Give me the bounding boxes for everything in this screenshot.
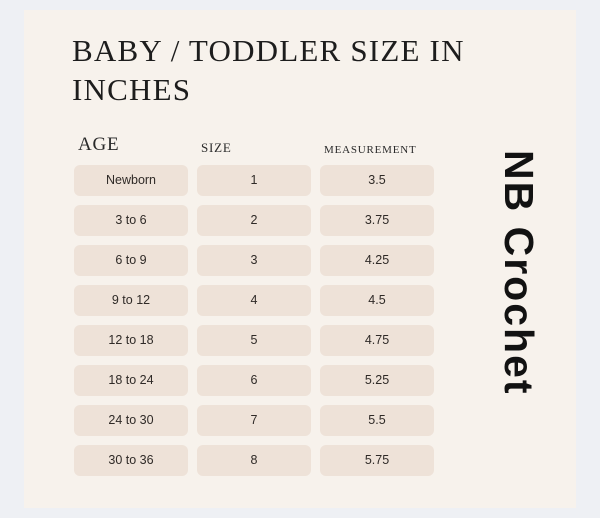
cell-size: 2 bbox=[197, 205, 311, 236]
cell-measurement: 3.5 bbox=[320, 165, 434, 196]
table-row bbox=[74, 245, 434, 276]
cell-measurement: 3.75 bbox=[320, 205, 434, 236]
table-row bbox=[74, 445, 434, 476]
cell-measurement: 4.75 bbox=[320, 325, 434, 356]
page-title: BABY / TODDLER SIZE IN INCHES bbox=[72, 33, 465, 107]
cell-measurement: 4.5 bbox=[320, 285, 434, 316]
cell-measurement: 5.25 bbox=[320, 365, 434, 396]
cell-size: 6 bbox=[197, 365, 311, 396]
cell-size: 4 bbox=[197, 285, 311, 316]
cell-age: 12 to 18 bbox=[74, 325, 188, 356]
cell-age: 24 to 30 bbox=[74, 405, 188, 436]
brand-name: NB Crochet bbox=[496, 150, 542, 396]
cell-measurement: 5.5 bbox=[320, 405, 434, 436]
cell-size: 7 bbox=[197, 405, 311, 436]
size-table bbox=[74, 128, 434, 476]
brand-logo bbox=[498, 150, 558, 480]
table-row bbox=[74, 285, 434, 316]
table-row bbox=[74, 205, 434, 236]
cell-age: 6 to 9 bbox=[74, 245, 188, 276]
table-row bbox=[74, 165, 434, 196]
cell-age: 9 to 12 bbox=[74, 285, 188, 316]
cell-measurement: 5.75 bbox=[320, 445, 434, 476]
table-row bbox=[74, 365, 434, 396]
column-header-size: SIZE bbox=[201, 140, 232, 155]
column-header-measurement: MEASUREMENT bbox=[324, 144, 417, 156]
table-row bbox=[74, 405, 434, 436]
cell-age: 18 to 24 bbox=[74, 365, 188, 396]
table-header-row bbox=[74, 128, 434, 156]
cell-size: 5 bbox=[197, 325, 311, 356]
cell-age: 30 to 36 bbox=[74, 445, 188, 476]
cell-size: 8 bbox=[197, 445, 311, 476]
cell-size: 3 bbox=[197, 245, 311, 276]
cell-age: Newborn bbox=[74, 165, 188, 196]
table-row bbox=[74, 325, 434, 356]
cell-size: 1 bbox=[197, 165, 311, 196]
cell-measurement: 4.25 bbox=[320, 245, 434, 276]
column-header-age: AGE bbox=[78, 134, 120, 155]
size-chart-card bbox=[24, 10, 576, 508]
cell-age: 3 to 6 bbox=[74, 205, 188, 236]
